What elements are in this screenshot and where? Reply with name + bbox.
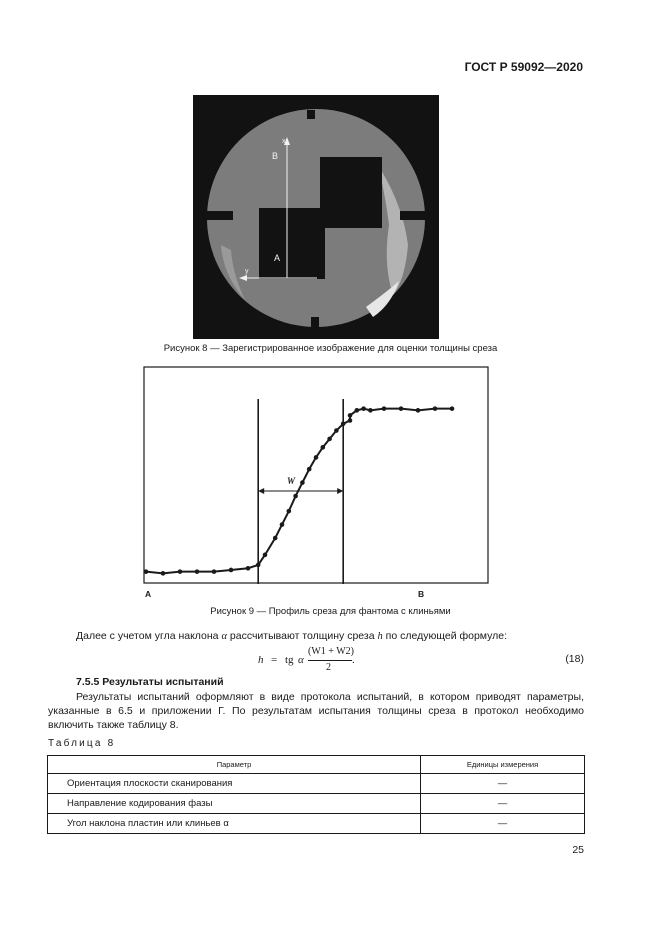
profile-point (246, 566, 251, 571)
table-cell-unit: — (421, 794, 585, 814)
table-cell-parameter: Угол наклона пластин или клиньев α (48, 814, 421, 834)
para1-text-middle: рассчитывают толщину среза (226, 630, 378, 642)
alpha-symbol: α (221, 631, 227, 642)
profile-point (144, 569, 149, 574)
profile-point (341, 422, 346, 427)
formula-intro-paragraph (76, 629, 586, 644)
figure-8-phantom-image (193, 95, 439, 339)
profile-point (212, 569, 217, 574)
wedge-block-upper (320, 157, 382, 228)
profile-point (178, 569, 183, 574)
profile-point (300, 480, 305, 485)
chart-width-label: W (287, 476, 296, 486)
chart-frame (144, 367, 488, 583)
profile-point (382, 406, 387, 411)
profile-point (416, 408, 421, 413)
axis-x-label: x (282, 138, 286, 145)
profile-point (280, 522, 285, 527)
profile-point (161, 571, 166, 576)
chart-endpoint-b: B (418, 589, 425, 599)
formula-fraction-bar (308, 660, 352, 661)
table-row (48, 794, 585, 814)
document-code: ГОСТ Р 59092—2020 (464, 60, 583, 74)
notch-bottom (311, 317, 319, 327)
profile-point (361, 406, 366, 411)
figure-8-caption: Рисунок 8 — Зарегистрированное изображение для оценки толщины среза (163, 343, 498, 354)
table-header-row (48, 756, 585, 774)
table-header-units: Единицы измерения (421, 756, 585, 774)
formula-numerator: (W1 + W2) (308, 646, 354, 657)
formula-h: h (258, 654, 264, 666)
table-cell-parameter: Направление кодирования фазы (48, 794, 421, 814)
profile-point (314, 455, 319, 460)
para1-text-start: Далее с учетом угла наклона (76, 630, 222, 642)
table-header-parameter: Параметр (48, 756, 421, 774)
point-b-label: B (272, 151, 279, 161)
results-paragraph: Результаты испытаний оформляют в виде протокола испытаний, в котором приводят параметры, указанные в 6.5 и приложении Г. По результатам испытания толщины среза в протокол необходимо включить также таблицу 8. (48, 691, 584, 731)
profile-point (348, 413, 353, 418)
table-row (48, 774, 585, 794)
notch-top (307, 110, 315, 119)
notch-right (400, 211, 432, 220)
table-row (48, 814, 585, 834)
profile-point (263, 553, 268, 558)
profile-point (195, 569, 200, 574)
profile-point (293, 494, 298, 499)
profile-point (450, 406, 455, 411)
profile-point (321, 445, 326, 450)
profile-point (256, 563, 261, 568)
wedge-block-lower (259, 208, 325, 279)
figure-9-caption: Рисунок 9 — Профиль среза для фантома с клиньями (210, 606, 451, 617)
profile-point (355, 408, 360, 413)
table-cell-parameter: Ориентация плоскости сканирования (48, 774, 421, 794)
profile-point (399, 406, 404, 411)
table-cell-unit: — (421, 814, 585, 834)
profile-point (287, 509, 292, 514)
formula-number: (18) (565, 653, 584, 665)
figure-9-slice-profile-chart (136, 365, 494, 601)
notch-left (201, 211, 233, 220)
profile-point (334, 428, 339, 433)
para1-text-end: по следующей формуле: (382, 630, 508, 642)
profile-point (368, 408, 373, 413)
formula-equals: = (271, 654, 278, 666)
profile-point (327, 437, 332, 442)
formula-alpha: α (298, 654, 304, 666)
formula-period: . (352, 654, 355, 666)
table-cell-unit: — (421, 774, 585, 794)
h-symbol: h (377, 631, 383, 642)
profile-point (307, 467, 312, 472)
axis-y-label: y (245, 268, 249, 275)
point-a-label: A (274, 253, 281, 263)
parameters-table (47, 755, 585, 834)
formula-tg: tg (285, 654, 294, 666)
section-heading: 7.5.5 Результаты испытаний (76, 676, 224, 688)
slice-thickness-formula (258, 646, 378, 676)
profile-point (348, 418, 353, 423)
table-label: Таблица 8 (48, 738, 116, 749)
profile-point (433, 406, 438, 411)
profile-point (273, 536, 278, 541)
profile-point (229, 568, 234, 573)
page-number: 25 (572, 844, 584, 856)
chart-endpoint-a: A (145, 589, 152, 599)
formula-denominator: 2 (326, 662, 331, 673)
